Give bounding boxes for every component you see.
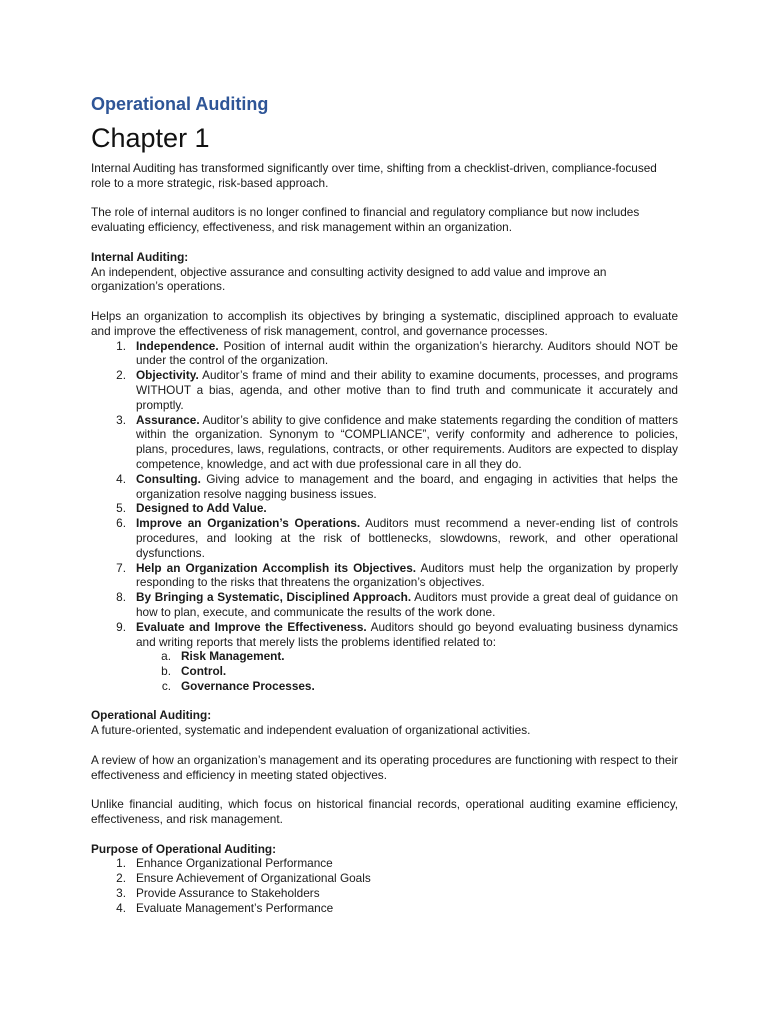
document-content <box>91 92 678 916</box>
chapter-title: Chapter 1 <box>91 123 210 153</box>
list-item: 4. Consulting. Giving advice to management and the board, and engaging in activities that helps the organization resolve nagging business issues. <box>116 471 678 501</box>
sublist-item: c. Governance Processes. <box>161 678 315 693</box>
list-item: 8. By Bringing a Systematic, Disciplined Approach. Auditors must provide a great deal of guidance on how to plan, execute, and communicate the results of the work done. <box>116 590 679 619</box>
intro-paragraph-1: Internal Auditing has transformed significantly over time, shifting from a checklist-driven, compliance-focused role to a more strategic, risk-based approach. <box>91 161 657 190</box>
internal-auditing-definition: An independent, objective assurance and consulting activity designed to add value and improve an organization’s operations. <box>91 264 607 294</box>
list-item: 2. Ensure Achievement of Organizational Goals <box>116 871 371 886</box>
operational-auditing-unlike: Unlike financial auditing, which focus on historical financial records, operational auditing examine efficiency, effectiveness, and risk management. <box>91 797 678 827</box>
list-item: 3. Provide Assurance to Stakeholders <box>116 886 320 901</box>
operational-auditing-heading: Operational Auditing: <box>91 708 212 723</box>
purpose-heading: Purpose of Operational Auditing: <box>91 841 277 856</box>
operational-auditing-review: A review of how an organization’s management and its operating procedures are functioning with respect to their effectiveness and efficiency in meeting stated objectives. <box>91 752 678 782</box>
list-item: 2. Objectivity. Auditor’s frame of mind and their ability to examine documents, processes, and programs WITHOUT a bias, agenda, and other motive than to find truth and communicate it accurately and promptly. <box>116 368 678 412</box>
internal-auditing-heading: Internal Auditing: <box>91 249 189 264</box>
list-item: 3. Assurance. Auditor’s ability to give confidence and make statements regarding the condition of matters within the organization. Synonym to “COMPLIANCE”, verify conformity and adherence to policies, plans, procedures, laws, regulations, contracts, or other requirements. Auditors are expected to display competence, knowledge, and act with due professional care in all they do. <box>116 412 678 471</box>
list-item: 5. Designed to Add Value. <box>116 501 267 516</box>
list-item: 7. Help an Organization Accomplish its Objectives. Auditors must help the organization by properly responding to the risks that threatens the organization’s objectives. <box>116 560 678 590</box>
list-item: 9. Evaluate and Improve the Effectiveness. Auditors should go beyond evaluating business dynamics and writing reports that merely lists the problems identified related to: <box>116 619 678 649</box>
list-item: 4. Evaluate Management’s Performance <box>116 900 334 915</box>
operational-auditing-definition: A future-oriented, systematic and independent evaluation of organizational activities. <box>91 723 531 738</box>
internal-auditing-helps: Helps an organization to accomplish its objectives by bringing a systematic, disciplined approach to evaluate and improve the effectiveness of risk management, control, and governance processes. <box>91 308 678 338</box>
sublist-item: a. Risk Management. <box>161 649 285 664</box>
list-item: 1. Independence. Position of internal audit within the organization’s hierarchy. Auditors should NOT be under the control of the organization. <box>116 338 678 368</box>
sublist-item: b. Control. <box>161 664 227 679</box>
document-subtitle: Operational Auditing <box>91 94 269 114</box>
list-item: 6. Improve an Organization’s Operations. Auditors must recommend a never-ending list of controls procedures, and looking at the risk of bottlenecks, slowdowns, rework, and other operational dysfunctions. <box>116 516 678 560</box>
list-item: 1. Enhance Organizational Performance <box>116 856 333 871</box>
effectiveness-sublist <box>91 649 678 693</box>
purpose-list <box>91 856 678 915</box>
internal-auditing-list <box>91 339 678 650</box>
intro-paragraph-2: The role of internal auditors is no longer confined to financial and regulatory compliance but now includes evaluating efficiency, effectiveness, and risk management within an organization. <box>91 205 640 235</box>
